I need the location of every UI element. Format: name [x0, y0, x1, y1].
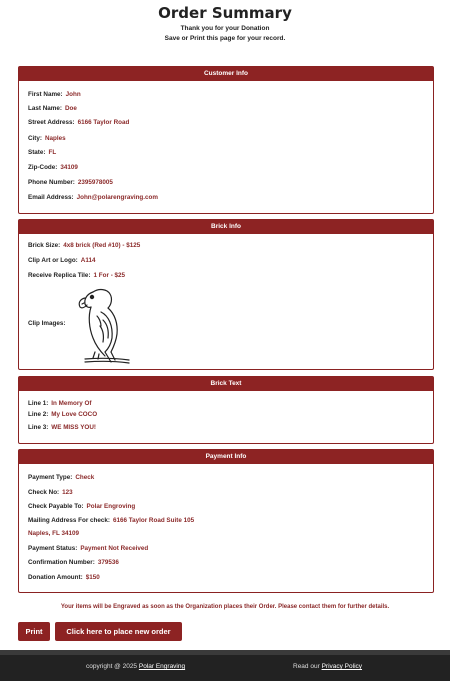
read-our-label: Read our: [293, 663, 320, 670]
payment-info-panel: [18, 449, 434, 593]
field-label: First Name:: [28, 91, 63, 98]
customer-info-heading: Customer Info: [19, 67, 433, 81]
field-value: 6166 Taylor Road: [77, 119, 130, 126]
footer: [0, 650, 450, 681]
payment-info-heading: Payment Info: [19, 450, 433, 464]
field-label: Line 1:: [28, 400, 49, 407]
thank-you-text: Thank you for your Donation: [180, 25, 270, 32]
check-payable-row: [28, 503, 135, 511]
field-value: Doe: [64, 105, 77, 112]
parrot-clip-image: [71, 286, 137, 364]
field-label: Line 3:: [28, 424, 49, 431]
field-value: Naples, FL 34109: [28, 530, 79, 537]
field-value: Polar Engroving: [86, 503, 136, 510]
field-value: Payment Not Received: [80, 545, 149, 552]
field-label: Clip Images:: [28, 320, 66, 327]
line-3-row: [28, 424, 96, 432]
field-label: Zip-Code:: [28, 164, 58, 171]
field-label: Brick Size:: [28, 242, 61, 249]
replica-tile-row: [28, 272, 125, 280]
field-label: Phone Number:: [28, 179, 75, 186]
field-value: 1 For - $25: [93, 272, 126, 279]
field-value: $150: [85, 574, 100, 581]
engraving-notice: Your items will be Engraved as soon as the Organization places their Order. Please contact them for further details.: [60, 604, 390, 610]
first-name-row: [28, 91, 81, 99]
field-value: FL: [48, 149, 57, 156]
field-label: Confirmation Number:: [28, 559, 95, 566]
zip-row: [28, 164, 78, 172]
field-label: Mailing Address For check:: [28, 517, 110, 524]
city-row: [28, 135, 66, 143]
brick-text-heading: Brick Text: [19, 377, 433, 391]
field-value: John@polarengraving.com: [76, 194, 158, 201]
field-label: Receive Replica Tile:: [28, 272, 91, 279]
brick-info-heading: Brick Info: [19, 220, 433, 234]
field-value: 6166 Taylor Road Suite 105: [113, 517, 195, 524]
payment-status-row: [28, 545, 148, 553]
privacy-policy-link[interactable]: Privacy Policy: [321, 663, 363, 670]
field-value: Check: [75, 474, 95, 481]
field-label: Line 2:: [28, 411, 49, 418]
field-value: 34109: [60, 164, 78, 171]
copyright-label: copyright @ 2025: [86, 663, 138, 670]
field-label: Payment Type:: [28, 474, 73, 481]
phone-row: [28, 179, 113, 187]
company-link[interactable]: Polar Engraving: [138, 663, 186, 670]
field-label: Donation Amount:: [28, 574, 83, 581]
field-value: 4x8 brick (Red #10) - $125: [63, 242, 141, 249]
field-value: 123: [62, 489, 73, 496]
field-label: Street Address:: [28, 119, 75, 126]
copyright-text: [86, 663, 185, 670]
email-row: [28, 194, 158, 202]
payment-type-row: [28, 474, 94, 482]
field-value: A114: [80, 257, 96, 264]
line-2-row: [28, 411, 97, 419]
line-1-row: [28, 400, 92, 408]
field-label: Clip Art or Logo:: [28, 257, 78, 264]
save-print-text: Save or Print this page for your record.: [164, 35, 286, 42]
field-value: In Memory Of: [51, 400, 92, 407]
state-row: [28, 149, 56, 157]
new-order-button[interactable]: Click here to place new order: [55, 622, 182, 641]
privacy-text: [293, 663, 362, 670]
field-value: 2395978005: [77, 179, 113, 186]
field-value: 379536: [97, 559, 119, 566]
field-label: Email Address:: [28, 194, 74, 201]
field-value: My Love COCO: [51, 411, 98, 418]
street-row: [28, 119, 129, 127]
donation-amount-row: [28, 574, 100, 582]
clip-art-row: [28, 257, 96, 265]
footer-stripe: [0, 650, 450, 655]
field-label: Check Payable To:: [28, 503, 84, 510]
field-value: Naples: [45, 135, 66, 142]
field-label: Check No:: [28, 489, 60, 496]
clip-images-row: [28, 320, 65, 328]
mailing-address-row: [28, 517, 194, 525]
field-value: WE MISS YOU!: [51, 424, 96, 431]
check-no-row: [28, 489, 73, 497]
last-name-row: [28, 105, 77, 113]
field-label: Last Name:: [28, 105, 62, 112]
brick-size-row: [28, 242, 140, 250]
field-label: City:: [28, 135, 42, 142]
brick-text-panel: [18, 376, 434, 444]
customer-info-panel: [18, 66, 434, 214]
print-button[interactable]: Print: [18, 622, 50, 641]
confirmation-row: [28, 559, 119, 567]
page-title: Order Summary: [158, 4, 292, 22]
mailing-address-city-row: [28, 530, 79, 538]
brick-info-panel: [18, 219, 434, 370]
field-label: State:: [28, 149, 46, 156]
field-value: John: [65, 91, 81, 98]
field-label: Payment Status:: [28, 545, 78, 552]
